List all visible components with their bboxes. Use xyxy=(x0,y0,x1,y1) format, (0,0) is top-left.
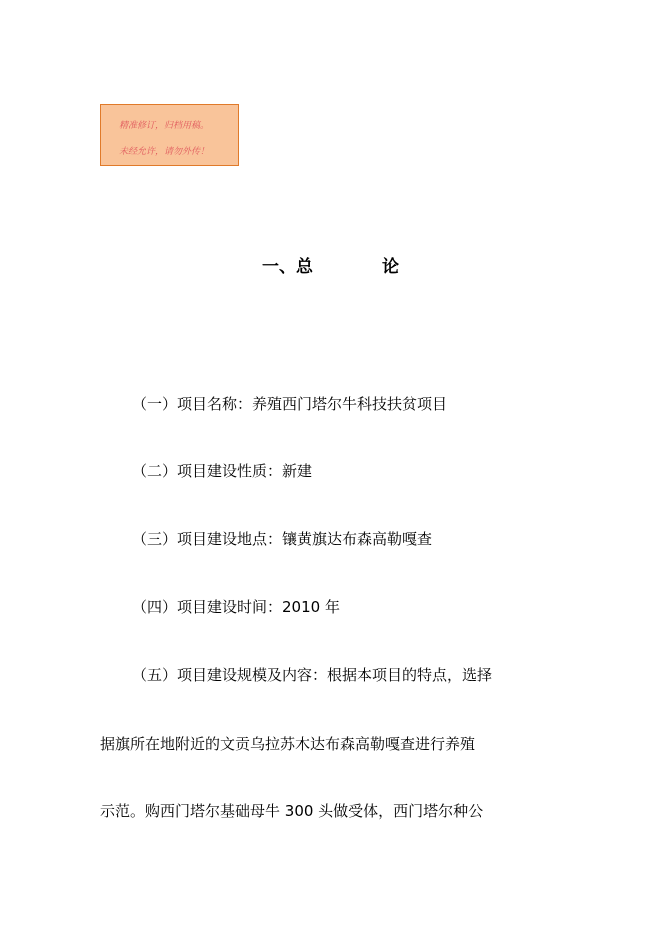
project-scale-line-3: 示范。购西门塔尔基础母牛 300 头做受体，西门塔尔种公 xyxy=(100,802,484,820)
watermark-stamp xyxy=(100,104,239,166)
project-scale-line-1: （五）项目建设规模及内容：根据本项目的特点，选择 xyxy=(132,666,493,684)
project-nature-line: （二）项目建设性质：新建 xyxy=(132,462,313,480)
section-heading-part-1: 一、总 xyxy=(262,257,313,277)
project-name-line: （一）项目名称：养殖西门塔尔牛科技扶贫项目 xyxy=(132,395,448,413)
section-heading-part-2: 论 xyxy=(382,257,399,277)
project-location-line: （三）项目建设地点：镶黄旗达布森高勒嘎查 xyxy=(132,530,433,548)
stamp-text-line-1: 精准修订，归档用稿。 xyxy=(119,121,210,131)
project-time-line: （四）项目建设时间：2010 年 xyxy=(132,598,340,616)
stamp-text-line-2: 未经允许，请勿外传！ xyxy=(119,147,210,157)
project-scale-line-2: 据旗所在地附近的文贡乌拉苏木达布森高勒嘎查进行养殖 xyxy=(100,735,476,753)
